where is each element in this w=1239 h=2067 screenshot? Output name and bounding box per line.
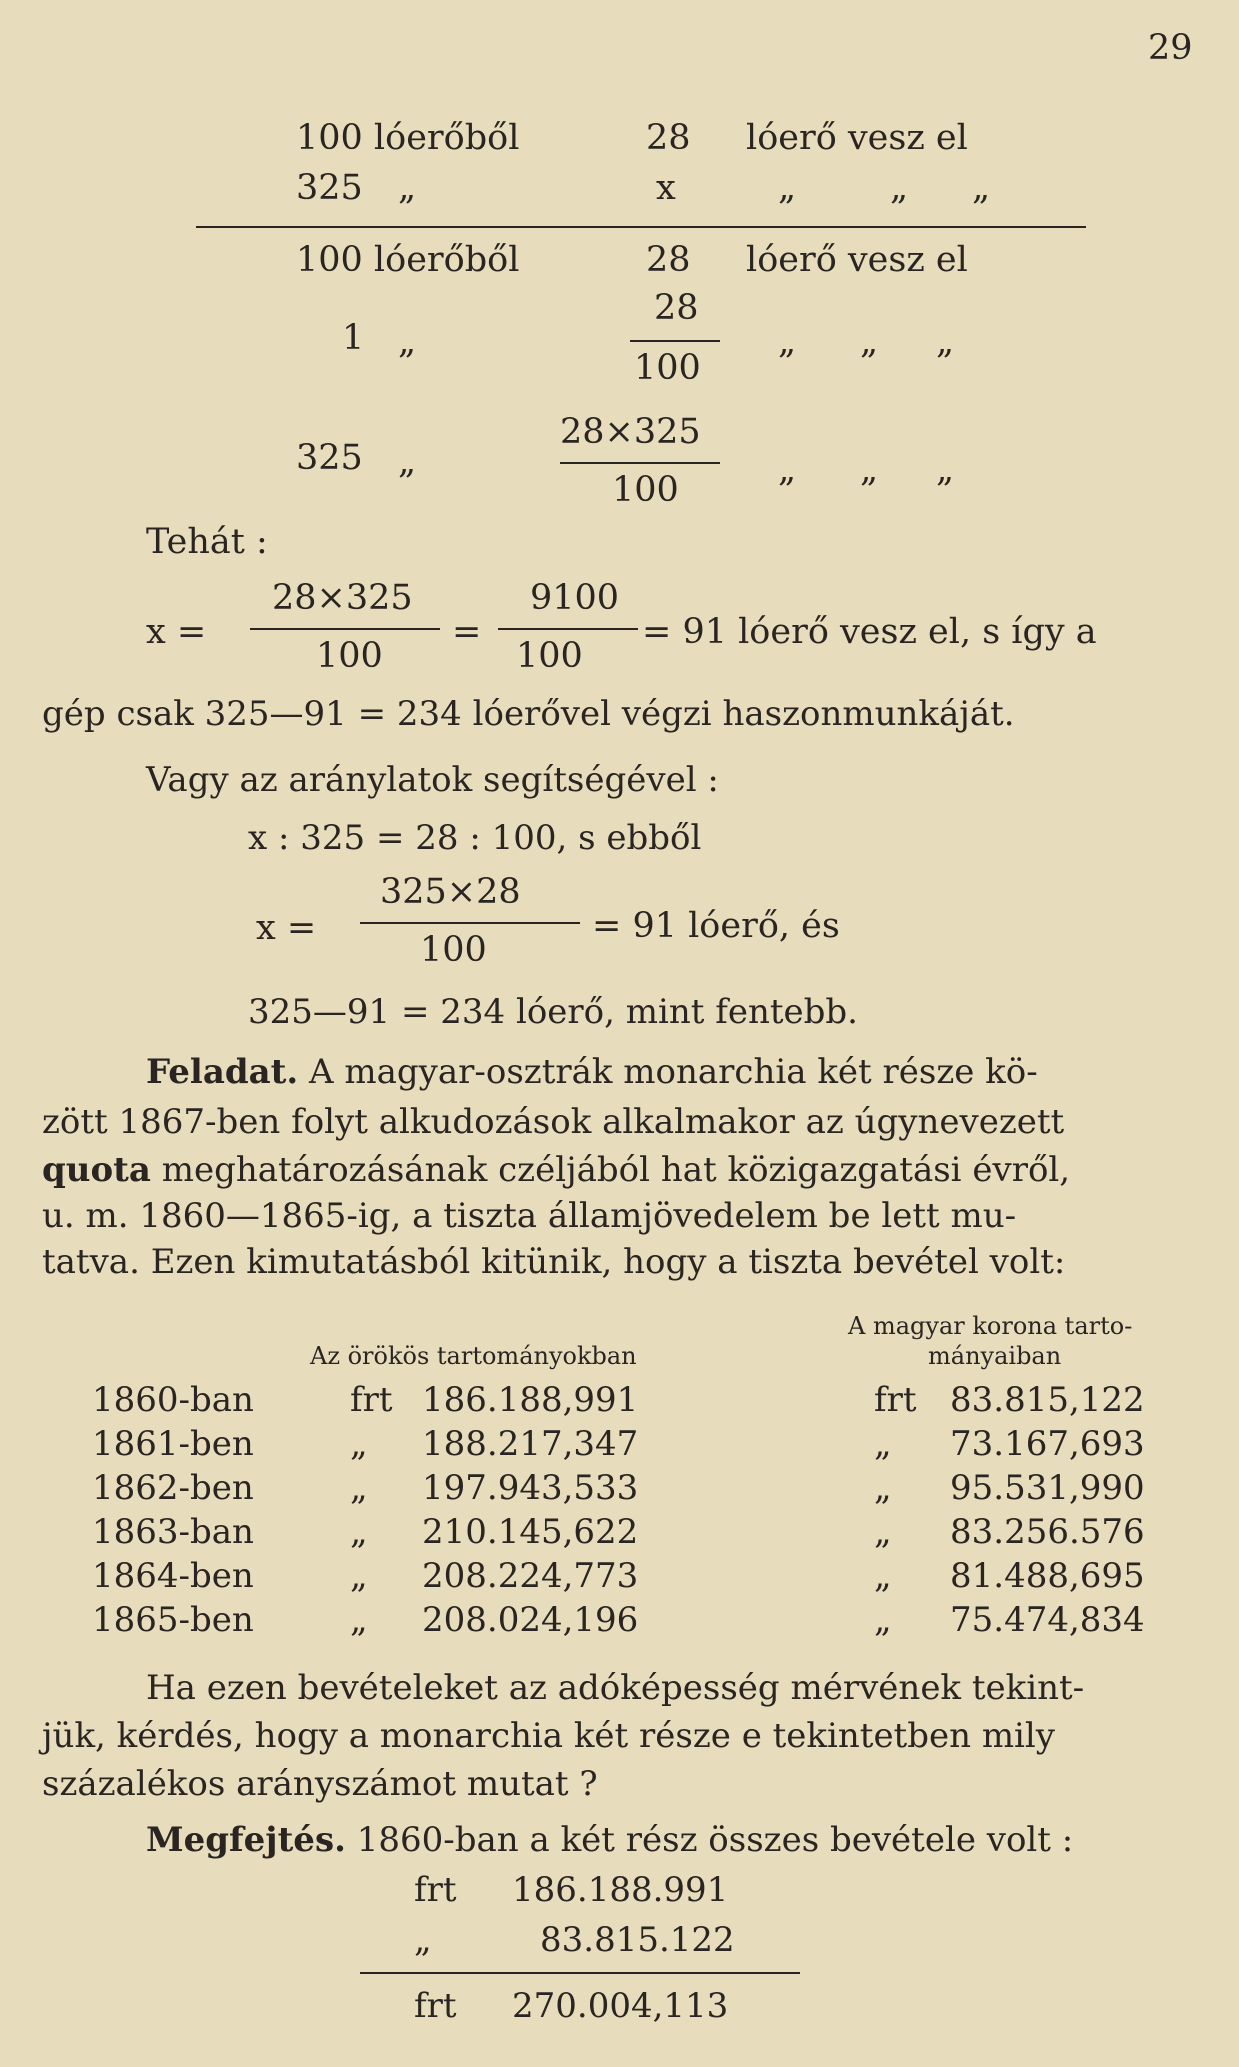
row-col1-currency: „: [350, 1556, 368, 1596]
calc-r1-c: lóerő vesz el: [746, 118, 968, 158]
calc-r1-a: 100 lóerőből: [296, 118, 520, 158]
row-col1-currency: „: [350, 1424, 368, 1464]
feladat-label: Feladat.: [146, 1052, 299, 1092]
row-year: 1860-ban: [92, 1380, 254, 1420]
row-year: 1864-ben: [92, 1556, 254, 1596]
calc-r5-c2: „: [860, 450, 879, 490]
sum-1-currency: frt: [414, 1870, 457, 1910]
row-col1-value: 188.217,347: [422, 1424, 639, 1464]
line-result: 325—91 = 234 lóerő, mint fentebb.: [248, 992, 858, 1032]
row-col2-currency: „: [874, 1556, 892, 1596]
calc-r4-den: 100: [634, 348, 701, 388]
feladat-l1: [146, 1052, 1038, 1092]
eq-f1-num: 28×325: [272, 578, 413, 618]
calc-r5-den: 100: [612, 470, 679, 510]
calc-r5-c3: „: [936, 450, 955, 490]
eq-f1-bar: [250, 628, 440, 630]
calc-r4-a: 1: [342, 318, 365, 358]
calc-r5-aq: „: [398, 442, 417, 482]
row-col1-currency: „: [350, 1512, 368, 1552]
line-prop: x : 325 = 28 : 100, s ebből: [248, 818, 702, 858]
eq-f2-den: 100: [516, 636, 583, 676]
feladat-l1-text: A magyar-osztrák monarchia két része kö-: [298, 1052, 1038, 1092]
calc-r4-c2: „: [860, 322, 879, 362]
line-gep: gép csak 325—91 = 234 lóerővel végzi haszonmunkáját.: [42, 694, 1015, 734]
sum-total-value: 270.004,113: [512, 1986, 729, 2026]
question-l1: Ha ezen bevételeket az adóképesség mérvének tekint-: [146, 1668, 1085, 1708]
row-col2-currency: „: [874, 1424, 892, 1464]
row-col1-value: 208.224,773: [422, 1556, 639, 1596]
calc-rule: [196, 226, 1086, 228]
calc-r4-num: 28: [654, 288, 699, 328]
question-l3: százalékos arányszámot mutat ?: [42, 1764, 598, 1804]
row-col2-value: 95.531,990: [950, 1468, 1145, 1508]
calc-r2-c3: „: [972, 168, 991, 208]
col2-header-1: A magyar korona tarto-: [848, 1312, 1133, 1340]
page-number: 29: [1148, 28, 1193, 68]
calc-r4-c1: „: [778, 322, 797, 362]
row-col2-value: 75.474,834: [950, 1600, 1145, 1640]
sum-total-currency: frt: [414, 1986, 457, 2026]
eq2-rest: = 91 lóerő, és: [592, 906, 840, 946]
sum-rule: [360, 1972, 800, 1974]
megfejtes-text: 1860-ban a két rész összes bevétele volt :: [345, 1820, 1074, 1860]
row-col1-currency: frt: [350, 1380, 393, 1420]
row-col2-value: 81.488,695: [950, 1556, 1145, 1596]
row-col1-value: 210.145,622: [422, 1512, 639, 1552]
row-col1-value: 208.024,196: [422, 1600, 639, 1640]
row-col1-value: 186.188,991: [422, 1380, 639, 1420]
calc-r3-a: 100 lóerőből: [296, 240, 520, 280]
eq-f2-bar: [498, 628, 638, 630]
eq-f2-num: 9100: [530, 578, 620, 618]
calc-r5-bar: [560, 462, 720, 464]
row-year: 1863-ban: [92, 1512, 254, 1552]
row-col2-currency: „: [874, 1512, 892, 1552]
eq2-bar: [360, 922, 580, 924]
eq-rest: = 91 lóerő vesz el, s így a: [642, 612, 1097, 652]
col2-header-2: mányaiban: [928, 1342, 1062, 1370]
row-col2-currency: „: [874, 1600, 892, 1640]
row-col2-currency: frt: [874, 1380, 917, 1420]
calc-r1-b: 28: [646, 118, 691, 158]
eq2-den: 100: [420, 930, 487, 970]
sum-2-currency: „: [414, 1920, 432, 1960]
eq-x: x =: [146, 612, 207, 652]
sum-2-value: 83.815.122: [540, 1920, 735, 1960]
feladat-l3-text: meghatározásának czéljából hat közigazgatási évről,: [150, 1150, 1071, 1190]
calc-r5-c1: „: [778, 450, 797, 490]
calc-r3-b: 28: [646, 240, 691, 280]
col1-header: Az örökös tartományokban: [310, 1342, 637, 1370]
megfejtes-label: Megfejtés.: [146, 1820, 346, 1860]
eq2-num: 325×28: [380, 872, 521, 912]
feladat-quota: quota: [42, 1150, 151, 1190]
row-col2-value: 83.815,122: [950, 1380, 1145, 1420]
row-year: 1862-ben: [92, 1468, 254, 1508]
tehat-label: Tehát :: [146, 522, 268, 562]
calc-r5-a: 325: [296, 438, 363, 478]
row-col1-currency: „: [350, 1600, 368, 1640]
calc-r2-c2: „: [890, 168, 909, 208]
calc-r2-b: x: [656, 168, 676, 208]
calc-r4-bar: [630, 340, 720, 342]
feladat-l4: u. m. 1860—1865-ig, a tiszta államjövedelem be lett mu-: [42, 1196, 1017, 1236]
calc-r2-c1: „: [778, 168, 797, 208]
megfejtes-line: [146, 1820, 1073, 1860]
eq-f1-den: 100: [316, 636, 383, 676]
row-year: 1861-ben: [92, 1424, 254, 1464]
row-col1-currency: „: [350, 1468, 368, 1508]
calc-r5-num: 28×325: [560, 412, 701, 452]
eq2-x: x =: [256, 908, 317, 948]
calc-r2-a: 325: [296, 168, 363, 208]
eq-eq2: =: [452, 612, 482, 652]
row-col2-value: 73.167,693: [950, 1424, 1145, 1464]
feladat-l3: [42, 1150, 1070, 1190]
row-year: 1865-ben: [92, 1600, 254, 1640]
calc-r4-aq: „: [398, 322, 417, 362]
row-col2-currency: „: [874, 1468, 892, 1508]
feladat-l2: zött 1867-ben folyt alkudozások alkalmakor az úgynevezett: [42, 1102, 1065, 1142]
calc-r2-aq: „: [398, 168, 417, 208]
calc-r3-c: lóerő vesz el: [746, 240, 968, 280]
calc-r4-c3: „: [936, 322, 955, 362]
row-col1-value: 197.943,533: [422, 1468, 639, 1508]
question-l2: jük, kérdés, hogy a monarchia két része e tekintetben mily: [42, 1716, 1056, 1756]
row-col2-value: 83.256.576: [950, 1512, 1145, 1552]
line-vagy: Vagy az aránylatok segítségével :: [146, 760, 719, 800]
feladat-l5: tatva. Ezen kimutatásból kitünik, hogy a tiszta bevétel volt:: [42, 1242, 1066, 1282]
sum-1-value: 186.188.991: [512, 1870, 729, 1910]
